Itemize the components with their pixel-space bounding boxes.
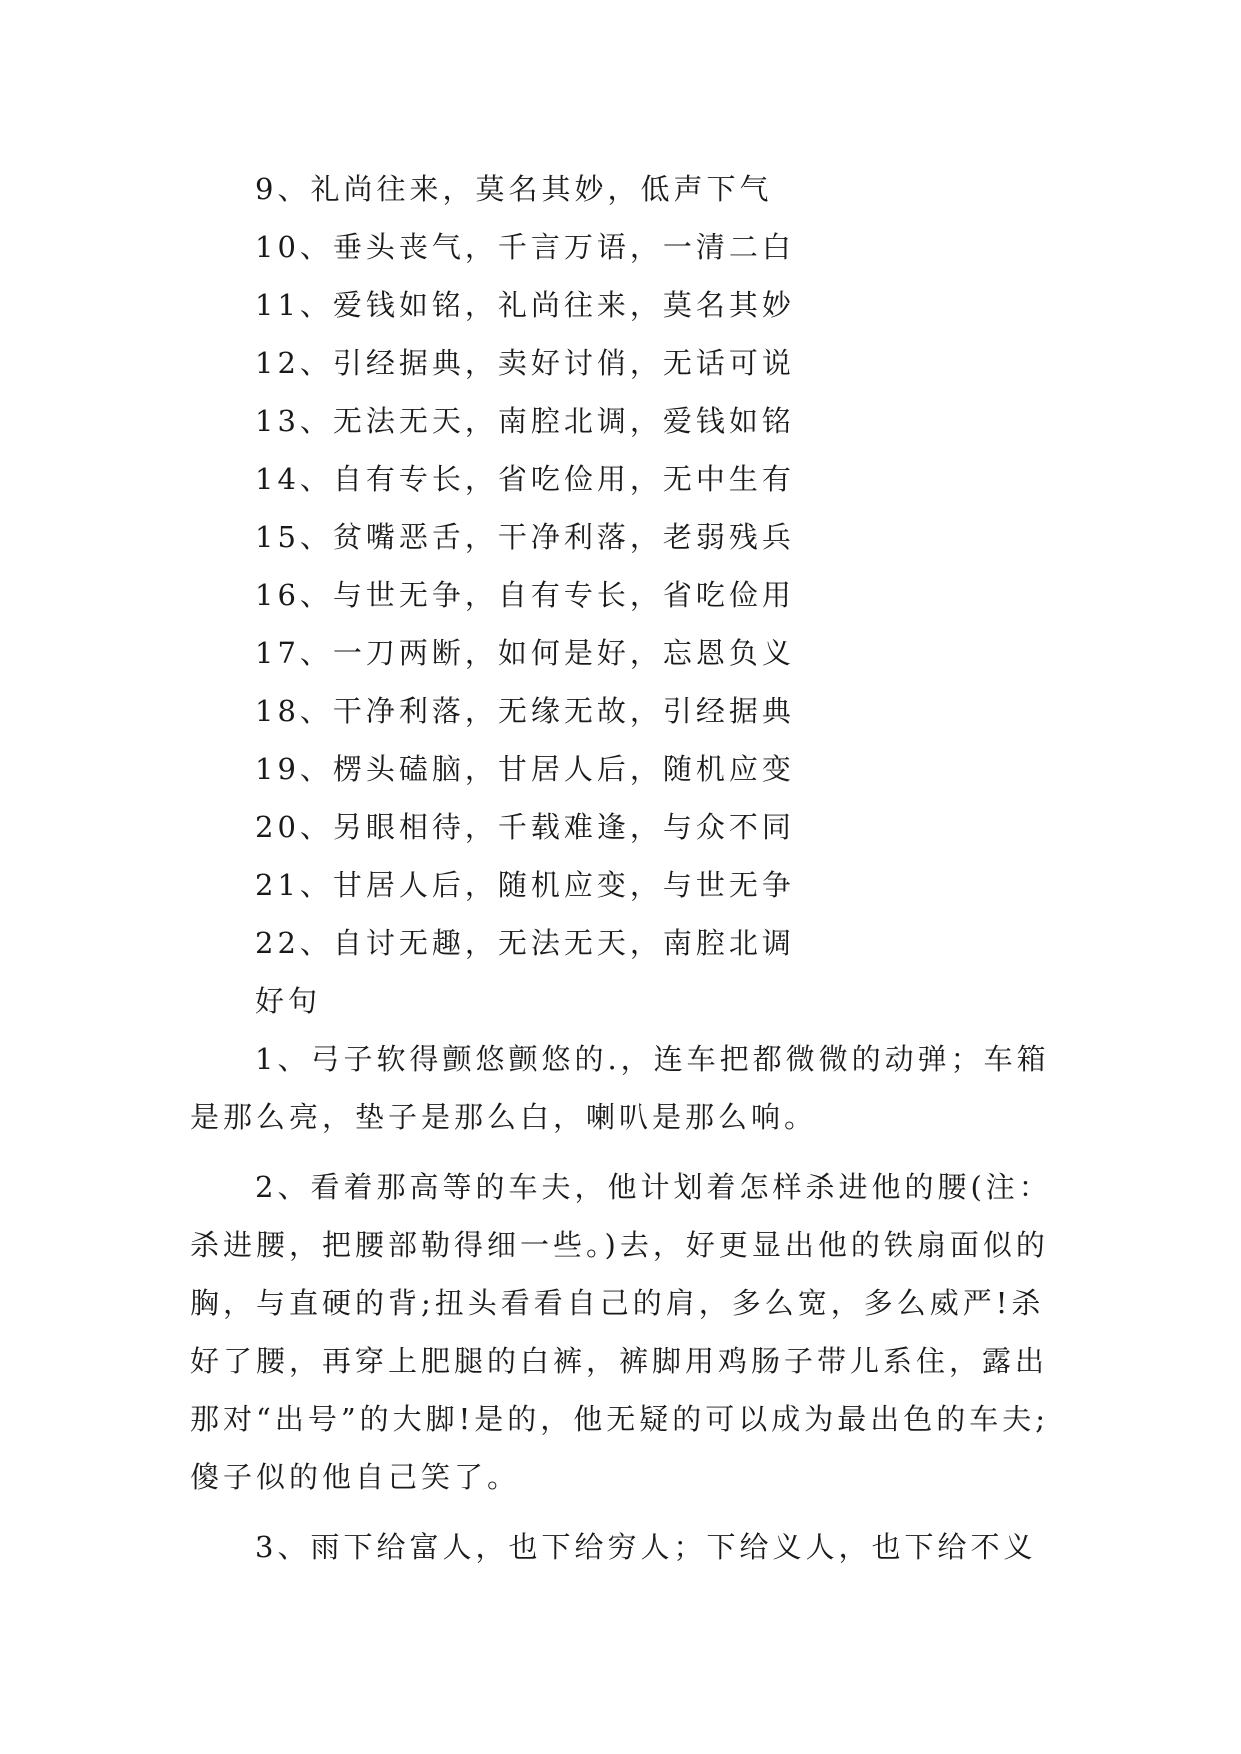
list-item: 16、与世无争，自有专长，省吃俭用: [255, 578, 795, 612]
list-item: 18、干净利落，无缘无故，引经据典: [255, 694, 795, 728]
idiom-list: [255, 160, 795, 1030]
list-item: 10、垂头丧气，千言万语，一清二白: [255, 230, 795, 264]
sentences-section: [190, 1030, 1060, 1576]
list-item: 9、礼尚往来，莫名其妙，低声下气: [255, 172, 773, 206]
paragraph-2: 2、看着那高等的车夫，他计划着怎样杀进他的腰(注：杀进腰，把腰部勒得细一些。)去，好更显出他的铁扇面似的胸，与直硬的背;扭头看看自己的肩，多么宽，多么威严!杀好了腰，再穿上肥腿的白裤，裤脚用鸡肠子带儿系住，露出那对“出号”的大脚!是的，他无疑的可以成为最出色的车夫;傻子似的他自己笑了。: [190, 1170, 1052, 1494]
list-item: 19、楞头磕脑，甘居人后，随机应变: [255, 752, 795, 786]
list-item: 22、自讨无趣，无法无天，南腔北调: [255, 926, 795, 960]
list-item: 17、一刀两断，如何是好，忘恩负义: [255, 636, 795, 670]
paragraph-1: 1、弓子软得颤悠颤悠的.，连车把都微微的动弹；车箱是那么亮，垫子是那么白，喇叭是那么响。: [190, 1042, 1050, 1134]
list-item: 15、贫嘴恶舌，干净利落，老弱残兵: [255, 520, 795, 554]
section-heading: 好句: [255, 984, 322, 1018]
list-item: 13、无法无天，南腔北调，爱钱如铭: [255, 404, 795, 438]
list-item: 11、爱钱如铭，礼尚往来，莫名其妙: [255, 288, 795, 322]
list-item: 14、自有专长，省吃俭用，无中生有: [255, 462, 795, 496]
list-item: 12、引经据典，卖好讨俏，无话可说: [255, 346, 795, 380]
paragraph-3: 3、雨下给富人，也下给穷人；下给义人，也下给不义: [255, 1530, 1037, 1564]
list-item: 21、甘居人后，随机应变，与世无争: [255, 868, 795, 902]
list-item: 20、另眼相待，千载难逢，与众不同: [255, 810, 795, 844]
